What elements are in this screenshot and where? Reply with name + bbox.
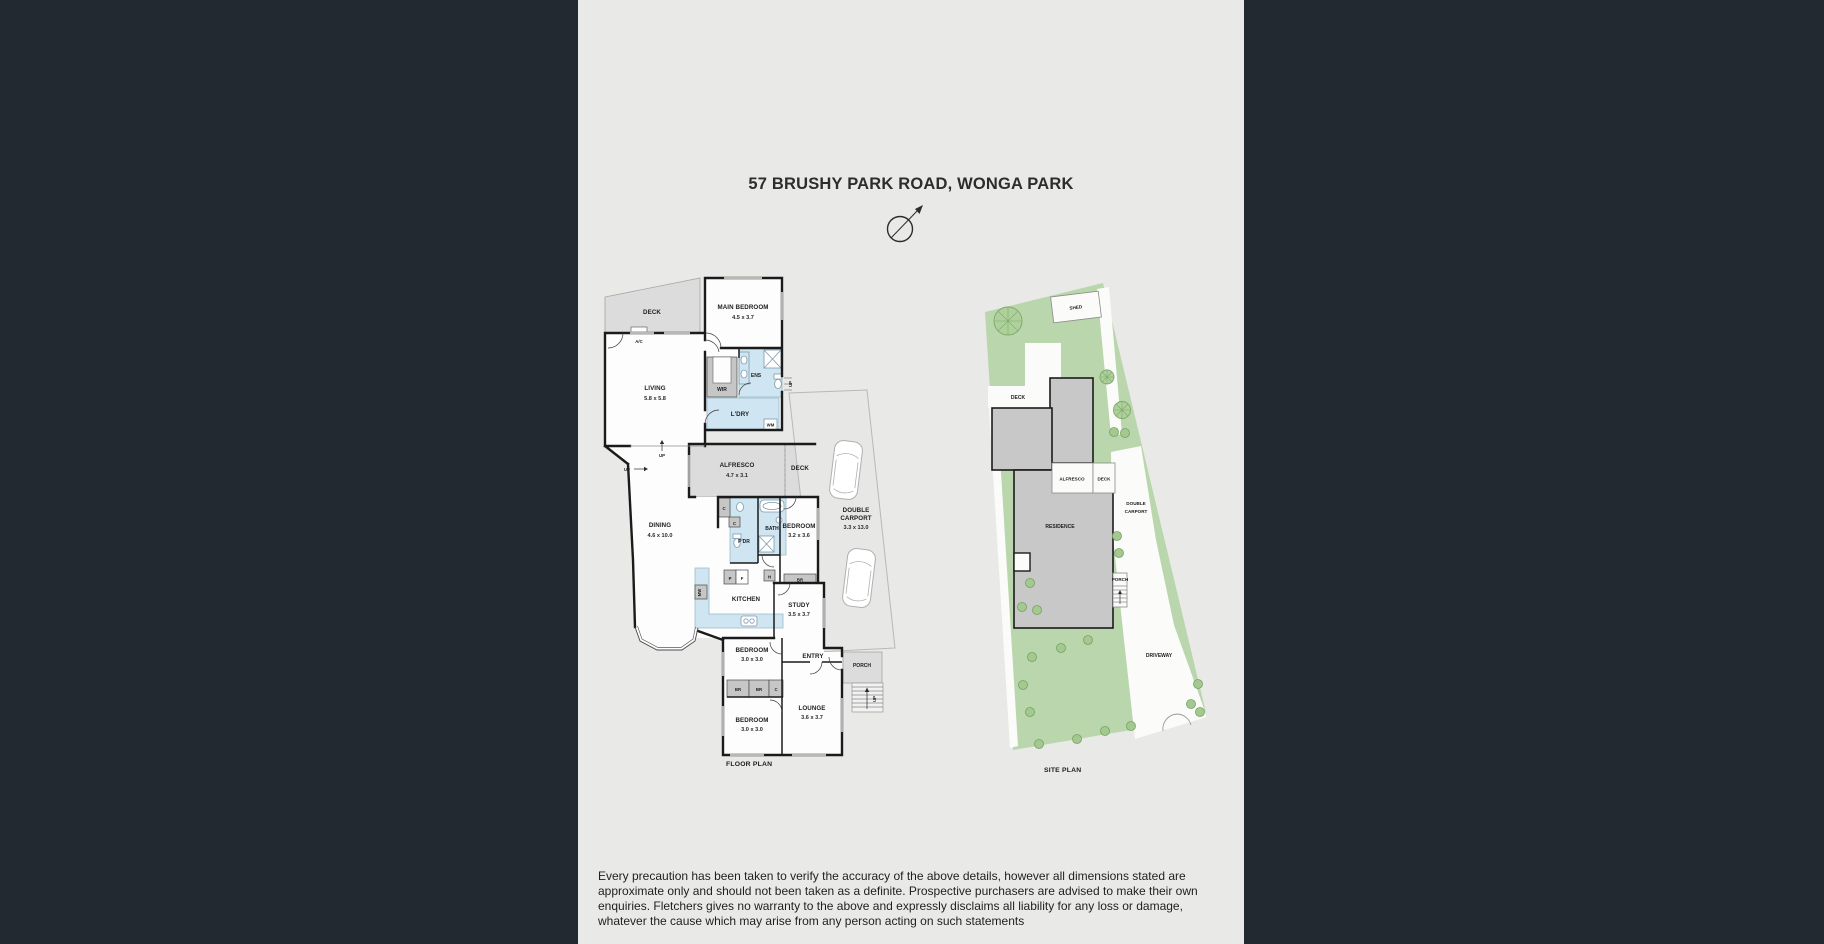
alfresco-label: ALFRESCO: [719, 462, 755, 469]
robe-label: BR: [755, 687, 763, 692]
hot-water-label: H: [767, 574, 772, 580]
deck-right-label: DECK: [791, 465, 809, 472]
ens-label: ENS: [750, 373, 762, 379]
study-label: STUDY: [788, 602, 810, 609]
fridge-label: F: [740, 576, 744, 581]
lounge-label: LOUNGE: [798, 705, 826, 712]
lounge-dims: 3.6 x 3.7: [801, 715, 823, 721]
carport-label-2: CARPORT: [840, 515, 872, 522]
carport-label-1: DOUBLE: [842, 507, 870, 514]
site-plan: [985, 283, 1207, 774]
pantry-label: P: [728, 576, 732, 581]
deck-area: [605, 278, 700, 333]
living-label: LIVING: [644, 385, 666, 392]
kitchen-sink: [741, 616, 757, 626]
up-label: UP: [624, 467, 630, 472]
tree-icon: [1100, 370, 1114, 384]
dining-dims: 4.6 x 10.0: [647, 533, 673, 539]
floor-plan: [605, 277, 895, 768]
robe-label: BR: [734, 687, 742, 692]
shed-label: SHED: [1069, 304, 1083, 311]
study-dims: 3.5 x 3.7: [788, 612, 810, 618]
tree-icon: [994, 307, 1022, 335]
site-deck-label: DECK: [1010, 395, 1026, 401]
dining-label: DINING: [648, 522, 672, 529]
wir-label: WIR: [717, 387, 727, 393]
bedroom3-label: BEDROOM: [735, 647, 769, 654]
site-carport-label-2: CARPORT: [1124, 509, 1148, 514]
residence-upper: [1050, 378, 1093, 463]
site-residence-label: RESIDENCE: [1045, 524, 1075, 530]
site-porch-label: PORCH: [1111, 577, 1129, 582]
entry-label: ENTRY: [802, 653, 824, 660]
powder-area: [730, 498, 758, 563]
bath-label: BATH: [765, 526, 779, 532]
tree-icon: [1114, 402, 1131, 419]
site-carport-label-1: DOUBLE: [1126, 501, 1146, 506]
living-dims: 5.8 x 5.8: [644, 396, 666, 402]
alfresco-area: [689, 444, 785, 497]
up-label: UP: [659, 453, 665, 458]
site-plan-caption: SITE PLAN: [1044, 767, 1082, 774]
microwave-label: MW: [697, 588, 702, 597]
compass-icon: [888, 205, 924, 242]
cupboard-label: C: [774, 687, 778, 692]
site-alfresco-label: ALFRESCO: [1059, 476, 1085, 482]
floor-plan-caption: FLOOR PLAN: [726, 761, 773, 768]
laundry-label: L'DRY: [730, 411, 750, 418]
porch-label: PORCH: [852, 663, 872, 669]
disclaimer-text: Every precaution has been taken to verify the accuracy of the above details, however all dimensions stated are approximate only and should not been taken as a definite. Prospective purchasers are advised to make their own enquiries. Fletchers gives no warranty to the above and expressly disclaims all liability for any loss or damage, whatever the cause which may arise from any person acting on such statements: [598, 869, 1198, 928]
up-label: UP: [788, 381, 793, 387]
alfresco-dims: 4.7 x 3.1: [726, 473, 748, 479]
bedroom4-dims: 3.0 x 3.0: [741, 727, 763, 733]
bedroom3-dims: 3.0 x 3.0: [741, 657, 763, 663]
residence-left: [992, 408, 1052, 470]
wm-label: WM: [766, 422, 775, 428]
cupboard-label: C: [732, 521, 737, 526]
property-address-title: 57 BRUSHY PARK ROAD, WONGA PARK: [748, 174, 1074, 193]
carport-dims: 3.3 x 13.0: [843, 525, 869, 531]
plan-sheet: [578, 0, 1244, 944]
bedroom2-label: BEDROOM: [782, 523, 816, 530]
site-driveway-label: DRIVEWAY: [1145, 653, 1173, 659]
up-label: UP: [872, 696, 877, 702]
main-bedroom-label: MAIN BEDROOM: [717, 304, 769, 311]
plans-graphic: [578, 0, 1244, 944]
main-bedroom-dims: 4.5 x 3.7: [732, 315, 754, 321]
bedroom4-label: BEDROOM: [735, 717, 769, 724]
residence-lower: [1014, 470, 1113, 628]
cupboard-label: C: [722, 506, 726, 511]
deck-label: DECK: [643, 309, 661, 316]
site-deck2-label: DECK: [1097, 476, 1111, 482]
robe-label: BR: [796, 577, 804, 583]
ac-label: A/C: [635, 339, 643, 344]
kitchen-label: KITCHEN: [731, 596, 761, 603]
powder-label: P'DR: [738, 539, 750, 545]
bedroom2-dims: 3.2 x 3.6: [788, 533, 810, 539]
